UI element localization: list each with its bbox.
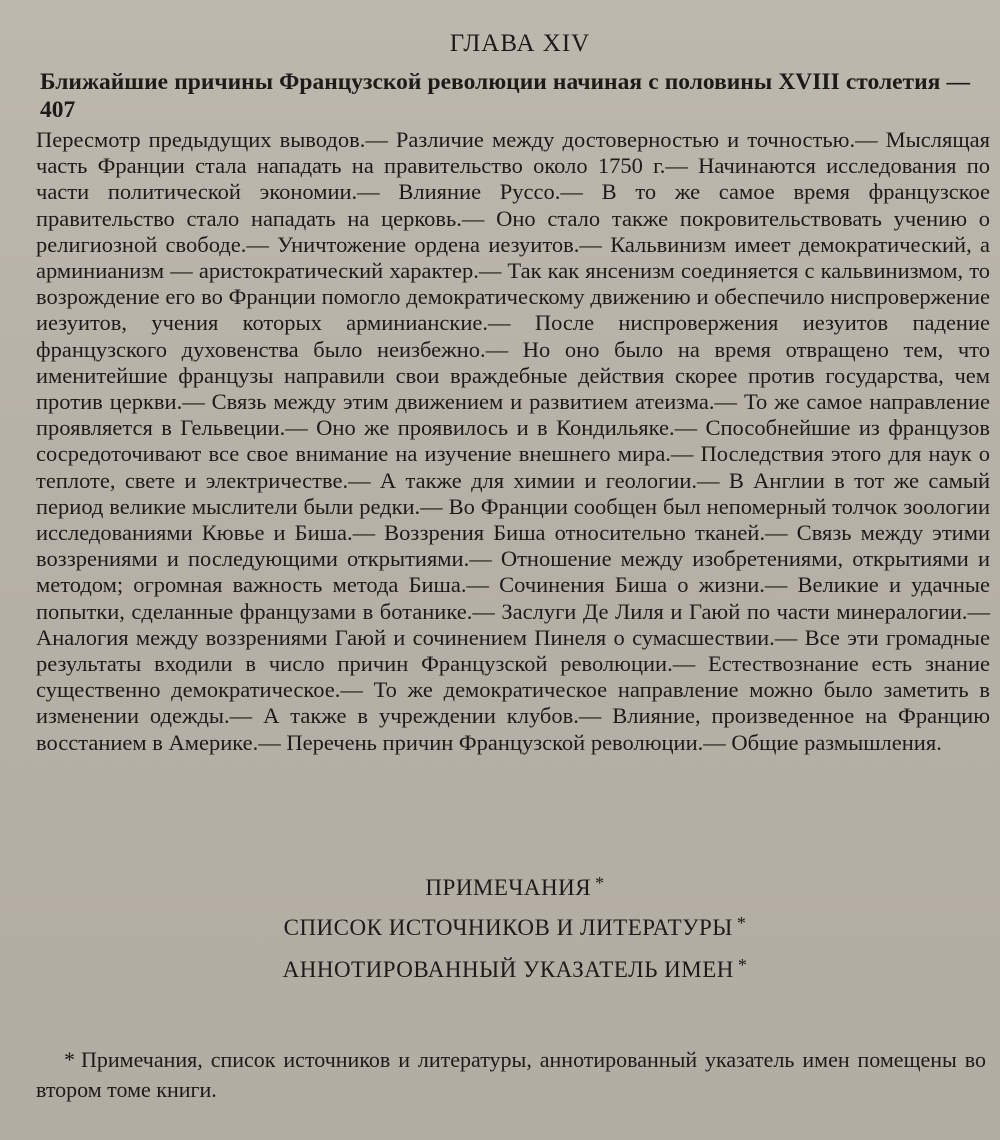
index-label: АННОТИРОВАННЫЙ УКАЗАТЕЛЬ ИМЕН — [282, 957, 734, 982]
index-asterisk: * — [737, 955, 748, 975]
footnote — [36, 1045, 986, 1105]
sources-asterisk: * — [736, 913, 747, 933]
back-matter-sources — [0, 913, 1000, 941]
chapter-page-number: 407 — [40, 97, 76, 124]
chapter-summary: Пересмотр предыдущих выводов.— Различие между достоверностью и точностью.— Мыслящая часть Франции стала нападать на правительство около 1750 г.— Начинаются исследования по части политической экономии.— Влияние Руссо.— В то же самое время французское правительство стало нападать на церковь.— Оно стало также покровительствовать учению о религиозной свободе.— Уничтожение ордена иезуитов.— Кальвинизм имеет демократический, а арминианизм — аристократический характер.— Так как янсенизм соединяется с кальвинизмом, то возрождение его во Франции помогло демократическому движению и обеспечило ниспровержение иезуитов, учения которых арминианские.— После ниспровержения иезуитов падение французского духовенства было неизбежно.— Но оно было на время отвращено тем, что именитейшие французы направили свои враждебные действия скорее против государства, чем против церкви.— Связь между этим движением и развитием атеизма.— То же самое направление проявляется в Гельвеции.— Оно же проявилось и в Кондильяке.— Способнейшие из французов сосредоточивают все свое внимание на изучение внешнего мира.— Последствия этого для наук о теплоте, свете и электричестве.— А также для химии и геологии.— В Англии в тот же самый период великие мыслители были редки.— Во Франции сообщен был непомерный толчок зоологии исследованиями Кювье и Биша.— Воззрения Биша относительно тканей.— Связь между этими воззрениями и последующими открытиями.— Отношение между изобретениями, открытиями и методом; огромная важность метода Биша.— Сочинения Биша о жизни.— Великие и удачные попытки, сделанные французами в ботанике.— Заслуги Де Лиля и Гаюй по части минералогии.— Аналогия между воззрениями Гаюй и сочинением Пинеля о сумасшествии.— Все эти громадные результаты входили в число причин Французской революции.— Естествознание есть знание существенно демократическое.— То же демократическое направление можно было заметить в изменении одежды.— А также в учреждении клубов.— Влияние, произведенное на Францию восстанием в Америке.— Перечень причин Французской революции.— Общие размышления. — [36, 127, 990, 755]
chapter-heading-text: Ближайшие причины Французской революции начиная с половины XVIII столетия — [40, 69, 941, 95]
notes-label: ПРИМЕЧАНИЯ — [425, 875, 592, 900]
sources-label: СПИСОК ИСТОЧНИКОВ И ЛИТЕРАТУРЫ — [283, 915, 733, 940]
back-matter-notes — [0, 873, 1000, 901]
footnote-text: Примечания, список источников и литературы, аннотированный указатель имен помещены во втором томе книги. — [36, 1047, 986, 1102]
notes-asterisk: * — [595, 873, 605, 893]
footnote-mark: * — [64, 1047, 75, 1072]
chapter-title: ГЛАВА XIV — [449, 30, 591, 57]
back-matter-index — [0, 955, 1000, 983]
chapter-heading — [40, 68, 970, 124]
heading-dash: — — [940, 69, 970, 95]
